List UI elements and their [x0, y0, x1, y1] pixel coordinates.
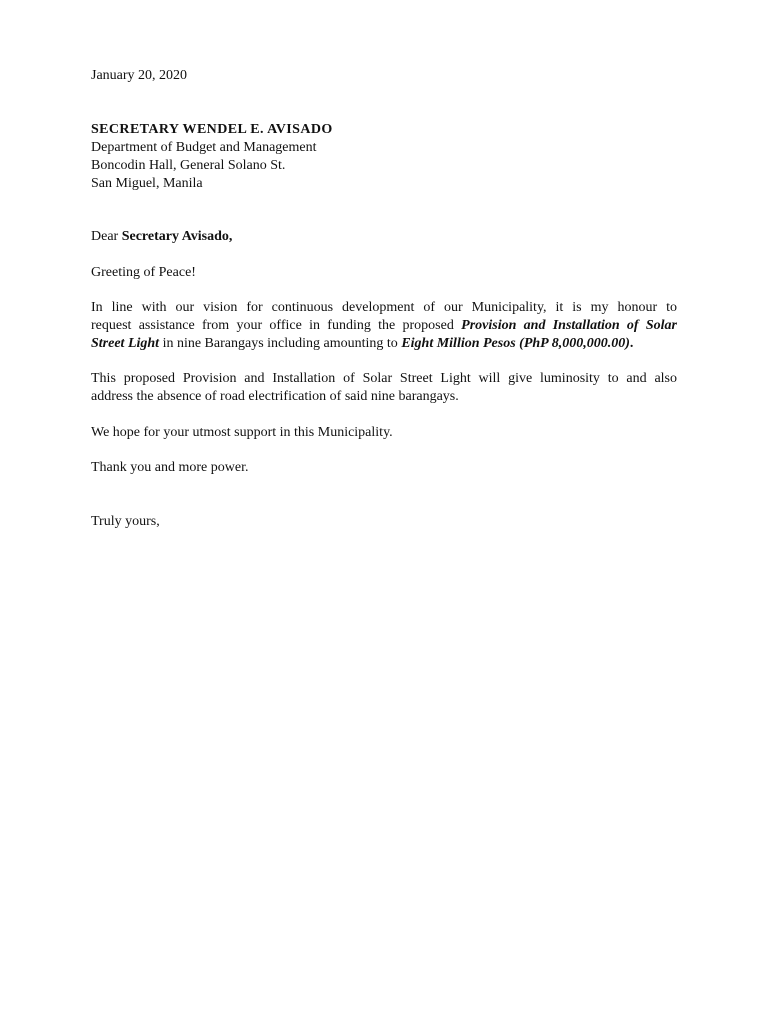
paragraph-request-line-1: In line with our vision for continuous development of our Municipality, it is my honour to: [91, 300, 677, 315]
paragraph-support: We hope for your utmost support in this Municipality.: [91, 425, 393, 440]
project-title-part-2: Street Light: [91, 336, 160, 351]
paragraph-request: [91, 299, 677, 353]
recipient-address: [91, 121, 677, 193]
request-amount-period: .: [629, 336, 634, 351]
greeting: Greeting of Peace!: [91, 265, 196, 280]
letter-date: January 20, 2020: [91, 68, 188, 83]
closing: Truly yours,: [91, 514, 160, 529]
paragraph-request-line-2: [91, 317, 677, 335]
recipient-city: San Miguel, Manila: [91, 176, 203, 191]
paragraph-purpose-line-2: address the absence of road electrification of said nine barangays.: [91, 389, 459, 404]
project-title-part-1: Provision and Installation of Solar: [461, 318, 678, 333]
paragraph-request-line-3: [91, 335, 677, 353]
recipient-name: SECRETARY WENDEL E. AVISADO: [91, 122, 333, 137]
request-amount: Eight Million Pesos (PhP 8,000,000.00): [401, 336, 630, 351]
salutation-name: Secretary Avisado,: [121, 229, 233, 244]
paragraph-request-text: request assistance from your office in funding the proposed: [91, 318, 462, 333]
paragraph-purpose-line-1: This proposed Provision and Installation of Solar Street Light will give luminosity to and also: [91, 371, 677, 386]
paragraph-thanks: Thank you and more power.: [91, 460, 249, 475]
paragraph-purpose: [91, 370, 677, 406]
salutation: [91, 228, 677, 246]
recipient-department: Department of Budget and Management: [91, 140, 317, 155]
paragraph-request-middle: in nine Barangays including amounting to: [159, 336, 402, 351]
salutation-prefix: Dear: [91, 229, 122, 244]
recipient-street: Boncodin Hall, General Solano St.: [91, 158, 286, 173]
